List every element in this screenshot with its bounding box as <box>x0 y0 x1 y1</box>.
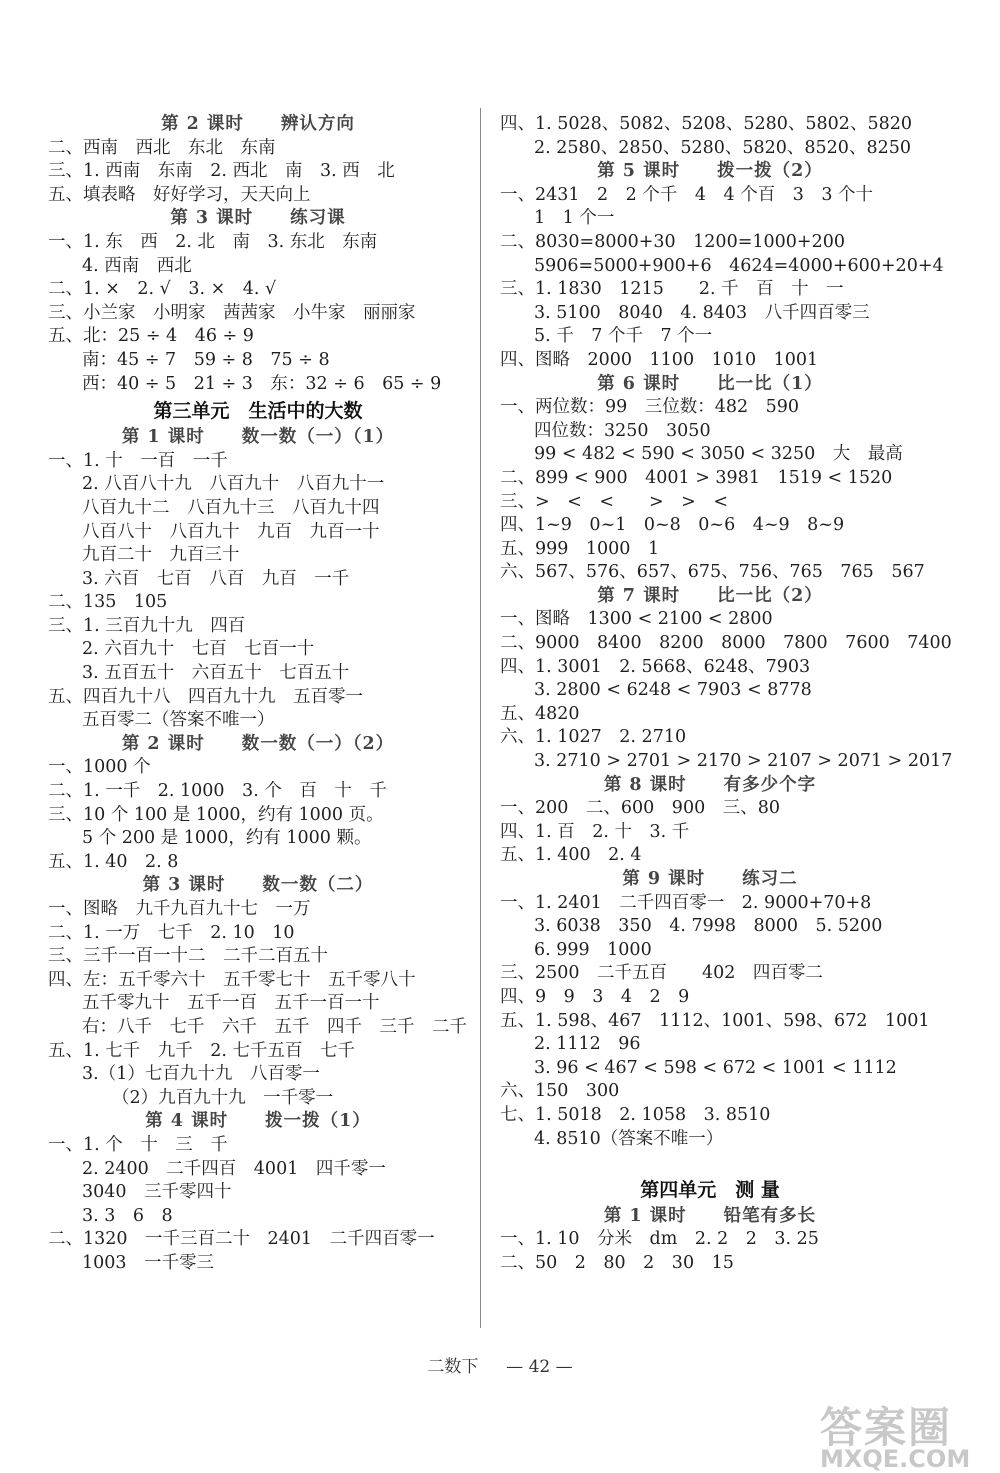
right-answer-line: 六、1. 1027 2. 2710 <box>500 727 687 748</box>
page-footer <box>0 1352 1000 1377</box>
watermark-logo <box>820 1395 990 1471</box>
left-lesson-heading: 第 2 课时 数一数（一）（2） <box>121 733 395 754</box>
left-answer-line: 三、1. 三百九十九 四百 <box>48 615 246 636</box>
left-answer-line: 一、1. 十 一百 一千 <box>48 450 228 471</box>
left-answer-line: 八百八十 八百九十 九百 九百一十 <box>82 521 380 542</box>
left-answer-line: （2）九百九十九 一千零一 <box>112 1087 334 1108</box>
right-answer-line: 一、200 二、600 900 三、80 <box>500 798 780 819</box>
right-answer-line: 四、1. 5028、5082、5208、5280、5802、5820 <box>500 114 912 134</box>
right-answer-line: 一、2431 2 2 个千 4 4 个百 3 3 个十 <box>500 184 874 205</box>
left-answer-line: 3. 六百 七百 八百 九百 一千 <box>82 568 350 589</box>
right-lesson-heading: 第 5 课时 拨一拨（2） <box>597 161 823 182</box>
right-unit-heading: 第四单元 测 量 <box>640 1178 780 1201</box>
left-answer-line: 五、填表略 好好学习，天天向上 <box>48 184 311 205</box>
left-answer-line: 一、1000 个 <box>48 757 151 778</box>
right-answer-line: 六、567、576、657、675、756、765 765 567 <box>500 562 925 583</box>
right-answer-line: 3. 2800 < 6248 < 7903 < 8778 <box>534 680 812 701</box>
left-answer-line: 4. 西南 西北 <box>82 255 192 276</box>
right-answer-line: 3. 2710 > 2701 > 2170 > 2107 > 2071 > 2017 <box>534 751 953 772</box>
right-answer-line: 四、图略 2000 1100 1010 1001 <box>500 349 819 370</box>
right-lesson-heading: 第 7 课时 比一比（2） <box>597 585 823 606</box>
left-answer-line: 5 个 200 是 1000，约有 1000 颗。 <box>82 828 372 849</box>
watermark-text: 答案圈 <box>820 1403 953 1452</box>
column-divider <box>480 108 481 1328</box>
left-answer-line: 九百二十 九百三十 <box>82 545 240 566</box>
left-answer-line: 2. 六百九十 七百 七百一十 <box>82 639 315 660</box>
right-lesson-heading: 第 8 课时 有多少个字 <box>603 774 817 795</box>
left-answer-line: 二、西南 西北 东北 东南 <box>48 137 276 158</box>
right-answer-line: 二、899 < 900 4001 > 3981 1519 < 1520 <box>500 467 893 488</box>
right-answer-line: 四、1. 百 2. 十 3. 千 <box>500 821 690 842</box>
watermark-url: MXQE.COM <box>820 1445 971 1473</box>
right-answer-line: 3. 6038 350 4. 7998 8000 5. 5200 <box>534 916 883 937</box>
right-answer-line: 五、999 1000 1 <box>500 538 660 559</box>
left-answer-line: 南：45 ÷ 7 59 ÷ 8 75 ÷ 8 <box>82 349 330 370</box>
left-lesson-heading: 第 2 课时 辨认方向 <box>161 114 355 134</box>
right-answer-line: 2. 2580、2850、5280、5820、8520、8250 <box>534 137 911 158</box>
right-spacer <box>500 1151 920 1175</box>
right-lesson-heading: 第 1 课时 铅笔有多长 <box>603 1205 817 1226</box>
right-answer-line: 3. 5100 8040 4. 8403 八千四百零三 <box>534 302 870 323</box>
left-answer-line: 五、1. 40 2. 8 <box>48 851 179 872</box>
right-answer-line: 1 1 个一 <box>534 208 615 229</box>
right-answer-line: 五、1. 598、467 1112、1001、598、672 1001 <box>500 1010 930 1031</box>
left-answer-line: 1003 一千零三 <box>82 1252 215 1273</box>
left-answer-line: 五千零九十 五千一百 五千一百一十 <box>82 993 380 1014</box>
right-answer-line: 5. 千 7 个千 7 个一 <box>534 326 713 347</box>
right-answer-line: 三、2500 二千五百 402 四百零二 <box>500 963 823 984</box>
left-answer-line: 3.（1）七百九十九 八百零一 <box>82 1064 320 1085</box>
right-answer-line: 四位数：3250 3050 <box>534 420 711 441</box>
right-answer-line: 3. 96 < 467 < 598 < 672 < 1001 < 1112 <box>534 1057 897 1078</box>
left-answer-line: 八百九十二 八百九十三 八百九十四 <box>82 497 380 518</box>
right-answer-line: 一、1. 10 分米 dm 2. 2 2 3. 25 <box>500 1229 819 1250</box>
left-lesson-heading: 第 4 课时 拨一拨（1） <box>145 1111 371 1132</box>
left-answer-line: 一、图略 九千九百九十七 一万 <box>48 899 311 919</box>
right-answer-line: 二、9000 8400 8200 8000 7800 7600 7400 <box>500 633 952 654</box>
left-answer-line: 五、北：25 ÷ 4 46 ÷ 9 <box>48 326 254 347</box>
right-answer-line: 6. 999 1000 <box>534 939 652 960</box>
left-answer-line: 二、1. × 2. √ 3. × 4. √ <box>48 279 277 300</box>
right-answer-line: 五、4820 <box>500 703 580 724</box>
left-answer-line: 右：八千 七千 六千 五千 四千 三千 二千 <box>82 1016 467 1037</box>
right-answer-line: 二、50 2 80 2 30 15 <box>500 1252 734 1273</box>
left-answer-line: 2. 2400 二千四百 4001 四千零一 <box>82 1158 386 1179</box>
left-answer-line: 3. 五百五十 六百五十 七百五十 <box>82 663 350 684</box>
right-answer-line: 一、1. 2401 二千四百零一 2. 9000+70+8 <box>500 892 872 913</box>
left-answer-line: 一、1. 东 西 2. 北 南 3. 东北 东南 <box>48 231 378 252</box>
left-answer-line: 四、左：五千零六十 五千零七十 五千零八十 <box>48 969 416 990</box>
right-answer-line: 4. 8510（答案不唯一） <box>534 1128 724 1149</box>
left-answer-line: 三、三千一百一十二 二千二百五十 <box>48 946 328 967</box>
left-lesson-heading: 第 3 课时 数一数（二） <box>142 875 374 896</box>
left-unit-heading: 第三单元 生活中的大数 <box>153 400 363 423</box>
left-answer-line: 五、1. 七千 九千 2. 七千五百 七千 <box>48 1040 356 1061</box>
right-answer-line: 六、150 300 <box>500 1081 620 1102</box>
left-answer-line: 三、10 个 100 是 1000，约有 1000 页。 <box>48 804 384 825</box>
left-answer-line: 三、小兰家 小明家 茜茜家 小牛家 丽丽家 <box>48 302 416 323</box>
left-answer-line: 二、1. 一千 2. 1000 3. 个 百 十 千 <box>48 781 387 802</box>
left-answer-line: 二、1320 一千三百二十 2401 二千四百零一 <box>48 1229 435 1250</box>
right-answer-line: 五、1. 400 2. 4 <box>500 845 642 866</box>
left-answer-line: 五、四百九十八 四百九十九 五百零一 <box>48 686 363 707</box>
left-lesson-heading: 第 3 课时 练习课 <box>170 208 346 229</box>
footer-label: 二数下 <box>427 1357 479 1377</box>
left-answer-line: 三、1. 西南 东南 2. 西北 南 3. 西 北 <box>48 161 395 182</box>
left-answer-line: 3. 3 6 8 <box>82 1205 173 1226</box>
left-lesson-heading: 第 1 课时 数一数（一）（1） <box>121 427 395 448</box>
left-answer-line: 西：40 ÷ 5 21 ÷ 3 东：32 ÷ 6 65 ÷ 9 <box>82 373 442 394</box>
right-answer-line: 一、图略 1300 < 2100 < 2800 <box>500 609 773 630</box>
right-answer-line: 一、两位数：99 三位数：482 590 <box>500 397 800 418</box>
right-answer-line: 99 < 482 < 590 < 3050 < 3250 大 最高 <box>534 444 903 465</box>
left-answer-line: 3040 三千零四十 <box>82 1182 232 1203</box>
right-answer-line: 四、1. 3001 2. 5668、6248、7903 <box>500 656 811 677</box>
right-answer-line: 三、1. 1830 1215 2. 千 百 十 一 <box>500 279 844 300</box>
right-answer-line: 2. 1112 96 <box>534 1034 641 1055</box>
left-answer-line: 一、1. 个 十 三 千 <box>48 1134 228 1155</box>
page-number: — 42 — <box>506 1357 573 1377</box>
right-answer-line: 三、> < < > > < <box>500 491 728 512</box>
right-lesson-heading: 第 9 课时 练习二 <box>622 869 798 889</box>
right-column <box>500 113 953 1276</box>
right-lesson-heading: 第 6 课时 比一比（1） <box>597 373 823 394</box>
right-answer-line: 四、9 9 3 4 2 9 <box>500 986 690 1007</box>
left-answer-line: 二、1. 一万 七千 2. 10 10 <box>48 922 295 943</box>
left-answer-line: 五百零二（答案不唯一） <box>82 710 275 731</box>
right-answer-line: 四、1~9 0~1 0~8 0~6 4~9 8~9 <box>500 515 845 536</box>
left-answer-line: 2. 八百八十九 八百九十 八百九十一 <box>82 474 385 495</box>
right-answer-line: 七、1. 5018 2. 1058 3. 8510 <box>500 1104 771 1125</box>
right-answer-line: 5906=5000+900+6 4624=4000+600+20+4 <box>534 255 944 276</box>
right-answer-line: 二、8030=8000+30 1200=1000+200 <box>500 231 845 252</box>
left-answer-line: 二、135 105 <box>48 592 168 613</box>
left-column <box>48 113 468 1276</box>
